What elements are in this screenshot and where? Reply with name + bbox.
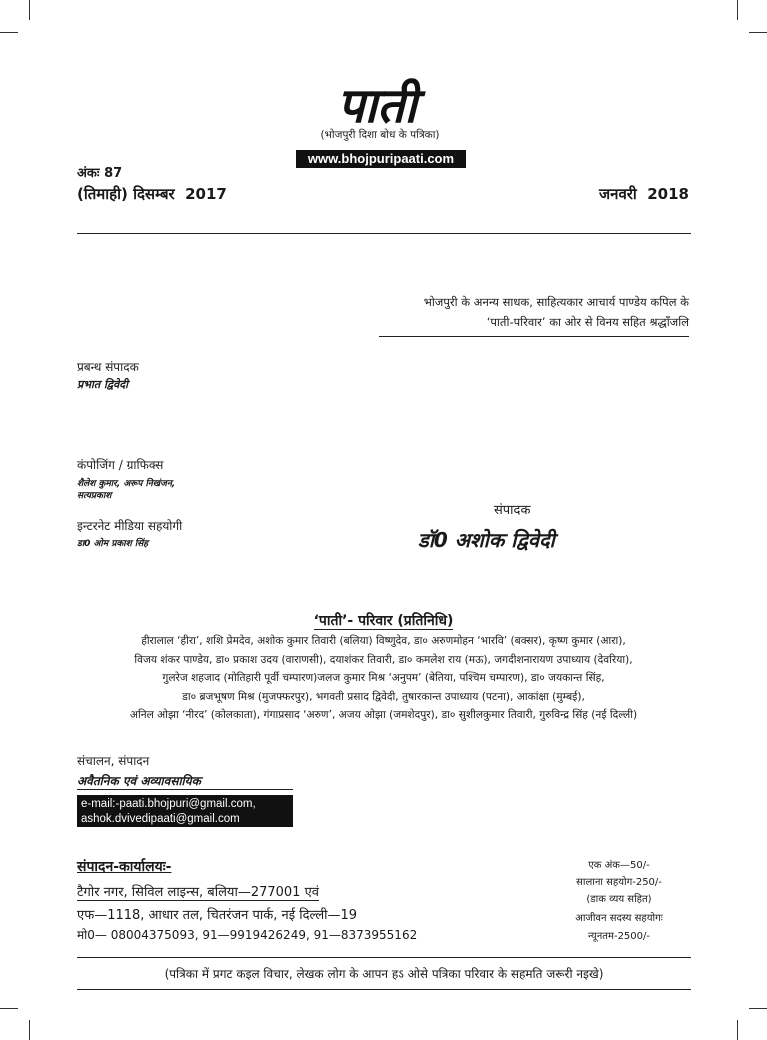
header-divider	[77, 233, 691, 234]
disclaimer-bottom-rule	[77, 989, 691, 990]
tribute-divider	[379, 336, 689, 337]
composing-line-1: शैलेश कुमार, अरूप निखंजन,	[77, 479, 176, 489]
email-box	[77, 795, 293, 827]
price-single: एक अंक—50/-	[588, 860, 650, 871]
crop-mark	[29, 1020, 30, 1040]
composing-names	[77, 478, 175, 502]
family-line: डा० ब्रजभूषण मिश्र (मुजफ्फरपुर), भगवती प्रसाद द्विवेदी, तुषारकान्त उपाध्याय (पटना), आकांक्षा (मुम्बई),	[182, 690, 585, 703]
composing-line-2: सत्यप्रकाश	[77, 491, 112, 501]
family-line: अनिल ओझा ‘नीरद’ (कोलकाता), गंगाप्रसाद ‘अरुण’, अजय ओझा (जमशेदपुर), डा० सुशीलकुमार तिवारी, गुरुविन्द्र सिंह (नई दिल्ली)	[129, 709, 638, 721]
logo-subtitle: (भोजपुरी दिशा बोध के पत्रिका)	[320, 129, 440, 141]
family-line: विजय शंकर पाण्डेय, डा० प्रकाश उदय (वाराणसी), दयाशंकर तिवारी, डा० कमलेश राय (मऊ), जगदीशनारायण उपाध्याय (देवरिया),	[134, 653, 633, 666]
issue-period-right: जनवरी 2018	[598, 185, 689, 203]
family-members	[80, 632, 687, 725]
internet-media-name: डा0 ओम प्रकाश सिंह	[77, 539, 149, 549]
family-title-text: ‘पाती’- परिवार (प्रतिनिधि)	[313, 613, 454, 629]
tribute-line-2: ‘पाती-परिवार’ का ओर से विनय सहित श्रद्धाँजलि	[486, 315, 689, 329]
office-title: संपादन-कार्यालयः-	[77, 859, 172, 875]
office-phones: मो0— 08004375093, 91—9919426249, 91—8373955162	[77, 928, 418, 942]
operation-value: अवैतनिक एवं अव्यावसायिक	[77, 774, 201, 788]
editor-name: डॉ0 अशोक द्विवेदी	[418, 528, 555, 552]
tribute-text	[329, 292, 689, 332]
price-postage: (डाक व्यय सहित)	[586, 894, 652, 905]
email-line-2[interactable]: ashok.dvivedipaati@gmail.com	[81, 813, 240, 825]
price-life-min: न्यूनतम-2500/-	[587, 931, 650, 942]
editor-label: संपादक	[494, 503, 531, 518]
operation-label: संचालन, संपादन	[77, 754, 150, 768]
price-annual: सालाना सहयोग-250/-	[576, 877, 662, 888]
crop-mark	[737, 0, 738, 20]
managing-editor-label: प्रबन्ध संपादक	[77, 360, 139, 374]
crop-mark	[749, 32, 767, 33]
crop-mark	[0, 32, 18, 33]
crop-mark	[737, 1020, 738, 1040]
logo-title: पाती	[337, 78, 417, 130]
crop-mark	[29, 0, 30, 20]
crop-mark	[0, 1008, 18, 1009]
office-address-2: एफ—1118, आधार तल, चितरंजन पार्क, नई दिल्ली—19	[77, 908, 358, 923]
family-line: हीरालाल ‘हीरा’, शशि प्रेमदेव, अशोक कुमार तिवारी (बलिया) विष्णुदेव, डा० अरुणमोहन ‘भारवि’ (बक्सर), कृष्ण कुमार (आरा),	[141, 635, 626, 647]
disclaimer: (पत्रिका में प्रगट कइल विचार, लेखक लोग के आपन हऽ ओसे पत्रिका परिवार के सहमति जरूरी नइखे)	[164, 967, 604, 981]
operation-divider	[77, 789, 293, 790]
office-address-1: टैगोर नगर, सिविल लाइन्स, बलिया—277001 एवं	[77, 882, 319, 901]
price-life-label: आजीवन सदस्य सहयोगः	[575, 913, 663, 924]
family-line: गुलरेज शहजाद (मोतिहारी पूर्वी चम्पारण)जलज कुमार मिश्र ‘अनुपम’ (बेतिया, पश्चिम चम्पारण), डा० जयकान्त सिंह,	[162, 672, 605, 684]
issue-period-left: (तिमाही) दिसम्बर 2017	[77, 185, 227, 203]
email-line-1[interactable]: e-mail:-paati.bhojpuri@gmail.com,	[81, 798, 256, 810]
disclaimer-top-rule	[77, 957, 691, 958]
website-url[interactable]: www.bhojpuripaati.com	[296, 150, 466, 168]
composing-label: कंपोजिंग / ग्राफिक्स	[77, 458, 164, 472]
internet-media-label: इन्टरनेट मीडिया सहयोगी	[77, 519, 183, 533]
tribute-line-1: भोजपुरी के अनन्य साधक, साहित्यकार आचार्य पाण्डेय कपिल के	[423, 295, 689, 309]
paati-logo	[290, 78, 465, 130]
crop-mark	[749, 1008, 767, 1009]
issue-number: अंकः 87	[77, 166, 123, 181]
managing-editor-name: प्रभात द्विवेदी	[77, 378, 128, 391]
family-title	[0, 611, 767, 630]
